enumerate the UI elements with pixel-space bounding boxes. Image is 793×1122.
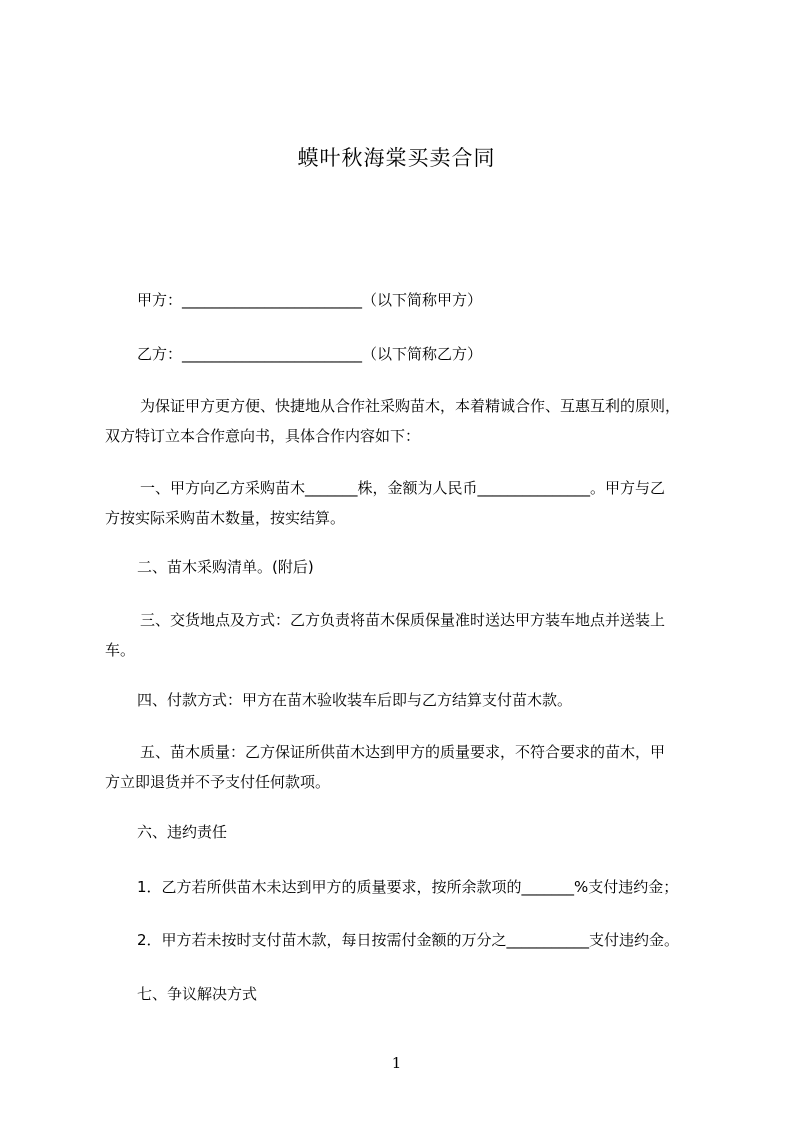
clause-5-line-2: 方立即退货并不予支付任何款项。: [105, 773, 331, 791]
clause-3-line-2: 车。: [105, 641, 136, 659]
page-number: 1: [391, 1054, 402, 1072]
clause-6-item-1: 1．乙方若所供苗木未达到甲方的质量要求，按所余款项的_______%支付违约金；: [137, 878, 679, 896]
clause-2: 二、苗木采购清单。(附后): [137, 558, 314, 576]
party-a-line: 甲方：________________________（以下简称甲方）: [137, 291, 483, 309]
clause-5-line-1: 五、苗木质量：乙方保证所供苗木达到甲方的质量要求，不符合要求的苗木，甲: [140, 743, 666, 761]
document-title: 蟆叶秋海棠买卖合同: [297, 146, 496, 170]
clause-4: 四、付款方式：甲方在苗木验收装车后即与乙方结算支付苗木款。: [137, 691, 573, 709]
clause-3-line-1: 三、交货地点及方式：乙方负责将苗木保质保量准时送达甲方装车地点并送装上: [140, 611, 666, 629]
clause-1-line-1: 一、甲方向乙方采购苗木_______株，金额为人民币_______________。甲方与乙: [140, 479, 666, 497]
clause-6-item-2: 2．甲方若未按时支付苗木款，每日按需付金额的万分之___________支付违约金。: [137, 931, 680, 949]
clause-1-line-2: 方按实际采购苗木数量，按实结算。: [105, 509, 346, 527]
intro-line-2: 双方特订立本合作意向书，具体合作内容如下：: [105, 427, 421, 445]
clause-7-heading: 七、争议解决方式: [137, 985, 258, 1003]
clause-6-heading: 六、违约责任: [137, 823, 228, 841]
party-b-line: 乙方：________________________（以下简称乙方）: [137, 345, 483, 363]
intro-line-1: 为保证甲方更方便、快捷地从合作社采购苗木，本着精诚合作、互惠互利的原则，: [140, 397, 681, 415]
